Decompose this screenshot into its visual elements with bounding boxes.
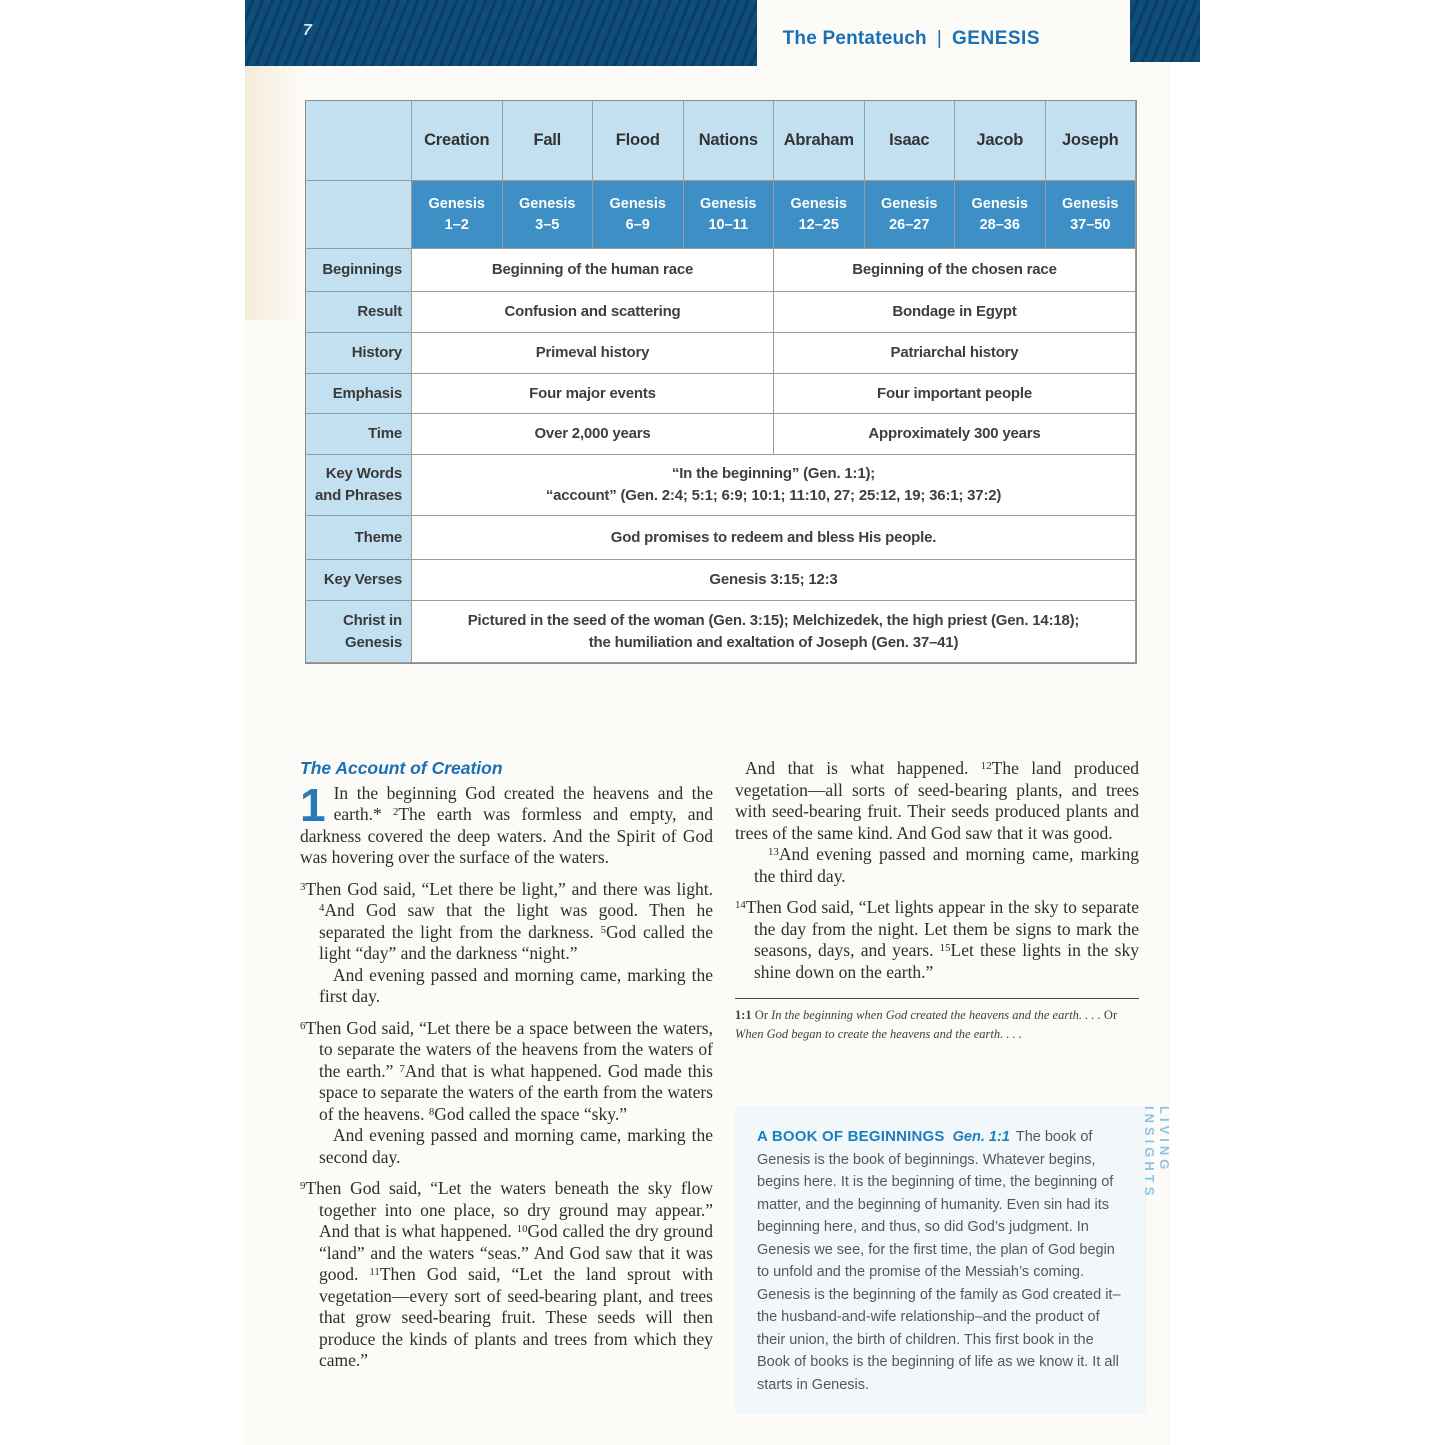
column-header-abraham: Abraham — [774, 101, 865, 181]
column-reference — [774, 181, 865, 249]
column-reference — [684, 181, 775, 249]
table-cell-line: 6–9 — [625, 216, 650, 233]
column-header-fall: Fall — [503, 101, 594, 181]
table-cell-line: Genesis — [609, 196, 666, 213]
table-cell-line: Genesis — [700, 196, 757, 213]
column-header-isaac: Isaac — [865, 101, 956, 181]
scripture-column-left — [300, 758, 713, 1372]
column-header-joseph: Joseph — [1046, 101, 1137, 181]
table-cell-right: Approximately 300 years — [774, 414, 1136, 455]
genesis-overview-table — [305, 100, 1137, 664]
row-label: Key Words and Phrases — [306, 455, 412, 516]
table-cell-line: 12–25 — [798, 216, 839, 233]
verse-paragraph: $^9$Then God said, “Let the waters beneath the sky flow together into one place, so dry ground may appear.” And that is what happened. $^{10}$God called the dry ground “land” and the waters “seas.” And God saw that it was good. $^{11}$Then God said, “Let the land sprout with vegetation—every sort of seed-bearing plant, and trees that grow seed-bearing fruit. These seeds will then produce the kinds of plants and trees from which they came.” — [300, 1178, 714, 1370]
table-cell-line: Genesis 3:15; 12:3 — [709, 571, 838, 589]
row-label: Christ in Genesis — [306, 601, 412, 663]
table-cell-line: Genesis — [881, 196, 938, 213]
table-cell-line: 26–27 — [889, 216, 930, 233]
table-cell-line: Genesis — [1062, 196, 1119, 213]
insight-body: The book of Genesis is the book of beginnings. Whatever begins, begins here. It is the beginning of time, the beginning of matter, and the beginning of humanity. Even sin had its beginning here, and thus, so did God’s judgment. In Genesis we see, for the first time, the plan of God begin to unfold and the promise of the Messiah’s coming. Genesis is the beginning of the family as God created it–the husband-and-wife relationship–and the product of their union, the birth of children. This first book in the Book of books is the beginning of life as we know it. It all starts in Genesis. — [757, 1129, 1121, 1393]
page-number: 7 — [303, 22, 312, 39]
table-cell-line: Genesis — [519, 196, 576, 213]
running-head-section: The Pentateuch — [782, 28, 927, 49]
table-cell-line: Genesis — [971, 196, 1028, 213]
table-cell-line: “account” (Gen. 2:4; 5:1; 6:9; 10:1; 11:10, 27; 25:12, 19; 36:1; 37:2) — [545, 487, 1002, 504]
row-label: Theme — [306, 516, 412, 560]
table-cell-line: 37–50 — [1070, 216, 1111, 233]
table-cell-left: Beginning of the human race — [412, 249, 774, 292]
table-cell-line: God promises to redeem and bless His people. — [610, 528, 937, 546]
column-reference — [503, 181, 594, 249]
top-banner-corner — [1130, 0, 1200, 62]
table-cell-line: 10–11 — [708, 216, 749, 233]
row-label: Beginnings — [306, 249, 412, 292]
verse-paragraph: $^{14}$Then God said, “Let lights appear in the sky to separate the day from the night. Let them be signs to mark the seasons, days, and years. $^{15}$Let these lights in the sky shine down on the earth.” — [735, 897, 1139, 982]
table-cell-left: Confusion and scattering — [412, 292, 774, 333]
column-reference — [865, 181, 956, 249]
table-cell-full — [412, 455, 1136, 516]
column-header-jacob: Jacob — [955, 101, 1046, 181]
verse-paragraph: $^{13}$And evening passed and morning came, marking the third day. — [754, 844, 1139, 886]
table-cell-left: Over 2,000 years — [412, 414, 774, 455]
column-header-nations: Nations — [684, 101, 775, 181]
insight-reference: Gen. 1:1 — [952, 1129, 1010, 1145]
table-cell-right: Bondage in Egypt — [774, 292, 1136, 333]
table-cell-line: Genesis — [790, 196, 847, 213]
table-cell-line: 3–5 — [535, 216, 560, 233]
table-cell-line: “In the beginning” (Gen. 1:1); — [671, 465, 876, 483]
row-label: Time — [306, 414, 412, 455]
table-cell-line: Genesis — [428, 196, 485, 213]
scripture-column-right — [735, 758, 1139, 1044]
row-label: Key Verses — [306, 560, 412, 601]
verse-paragraph: 1 In the beginning God created the heavens and the earth.* $^2$The earth was formless and empty, and darkness covered the deep waters. And the Spirit of God was hovering over the surface of the waters. — [300, 778, 713, 867]
verse-paragraph: And evening passed and morning came, marking the first day. — [319, 964, 713, 1006]
table-cell-left: Primeval history — [412, 333, 774, 374]
living-insights-sidebar-label: LIVING INSIGHTS — [1142, 1106, 1172, 1200]
table-cell-right: Four important people — [774, 374, 1136, 414]
column-reference — [593, 181, 684, 249]
column-header-flood: Flood — [593, 101, 684, 181]
verse-paragraph: $^3$Then God said, “Let there be light,” and there was light. $^4$And God saw that the light was good. Then he separated the light from the darkness. $^5$God called the light “day” and the darkness “night.” — [300, 878, 713, 963]
table-cell-right: Patriarchal history — [774, 333, 1136, 374]
chapter-drop-cap: 1 — [300, 778, 326, 831]
running-head-divider: | — [936, 28, 943, 49]
table-cell-right: Beginning of the chosen race — [774, 249, 1136, 292]
column-reference — [412, 181, 503, 249]
running-head — [0, 28, 1130, 50]
column-reference — [1046, 181, 1137, 249]
page-edge-shading — [245, 60, 303, 320]
table-cell-full — [412, 516, 1136, 560]
column-reference — [955, 181, 1046, 249]
table-corner — [306, 101, 412, 181]
row-label: Result — [306, 292, 412, 333]
table-cell-full — [412, 601, 1136, 663]
table-corner — [306, 181, 412, 249]
passage-heading: The Account of Creation — [300, 758, 503, 778]
column-header-creation: Creation — [412, 101, 503, 181]
verse-paragraph: And that is what happened. $^{12}$The land produced vegetation—all sorts of seed-bearing plants, and trees with seed-bearing fruit. Their seeds produced plants and trees of the same kind. And God saw that it was good. — [735, 758, 1140, 843]
living-insights-box — [735, 1106, 1147, 1414]
table-cell-line: 1–2 — [444, 216, 469, 233]
table-cell-line: the humiliation and exaltation of Joseph (Gen. 37–41) — [588, 633, 959, 651]
translation-footnote: 1:1 Or In the beginning when God created the heavens and the earth. . . . Or When God began to create the heavens and the earth. . . . — [735, 1008, 1118, 1041]
footnote-rule — [735, 998, 1139, 999]
row-label: Emphasis — [306, 374, 412, 414]
table-cell-left: Four major events — [412, 374, 774, 414]
row-label: History — [306, 333, 412, 374]
table-cell-full — [412, 560, 1136, 601]
table-cell-line: Pictured in the seed of the woman (Gen. 3:15); Melchizedek, the high priest (Gen. 14:18); — [467, 611, 1080, 629]
verse-paragraph: And evening passed and morning came, marking the second day. — [319, 1125, 713, 1167]
verse-paragraph: $^6$Then God said, “Let there be a space between the waters, to separate the waters of the heavens from the waters of the earth.” $^7$And that is what happened. God made this space to separate the waters of the earth from the waters of the heavens. $^8$God called the space “sky.” — [300, 1017, 713, 1124]
insight-heading: A BOOK OF BEGINNINGS — [757, 1128, 945, 1145]
running-head-book: GENESIS — [952, 28, 1040, 49]
table-cell-line: 28–36 — [979, 216, 1020, 233]
